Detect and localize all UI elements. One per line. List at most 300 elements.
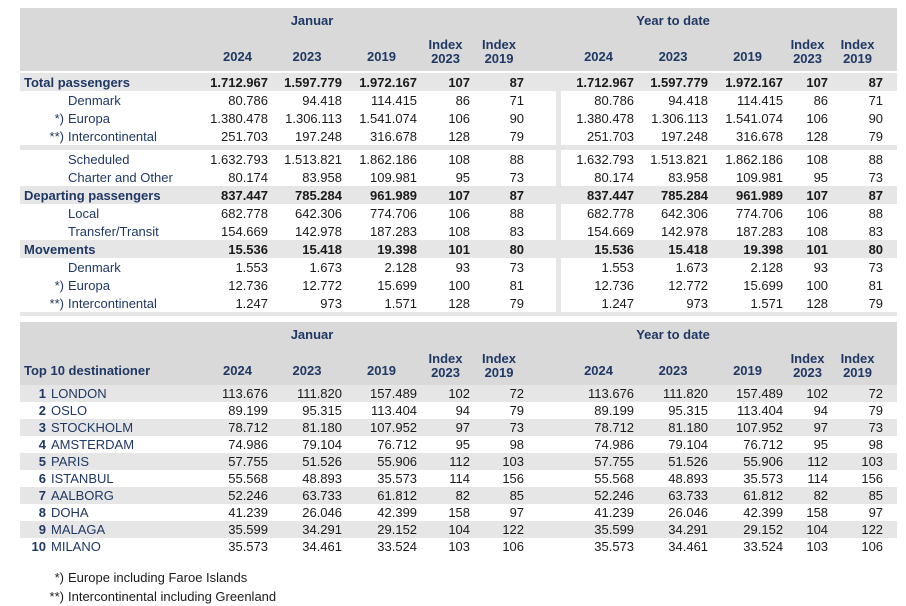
ytd-index-cell: 101 [785, 240, 830, 258]
jan-value-cell: 19.398 [344, 240, 419, 258]
jan-value-cell: 1.553 [205, 258, 270, 276]
footnote-mark: *) [54, 570, 64, 585]
ytd-index-cell: 97 [830, 504, 885, 521]
row-label-cell [20, 204, 205, 222]
jan-value-cell: 80.786 [205, 91, 270, 109]
table-bottom-strip [20, 312, 897, 316]
ytd-index-cell: 122 [830, 521, 885, 538]
table-row [20, 258, 897, 276]
ytd-value-cell: 107.952 [710, 419, 785, 436]
ytd-index-cell: 88 [830, 204, 885, 222]
jan-value-cell: 682.778 [205, 204, 270, 222]
ytd-index-cell: 112 [785, 453, 830, 470]
ytd-value-cell: 78.712 [561, 419, 636, 436]
jan-value-cell: 1.972.167 [344, 73, 419, 91]
row-label-cell [20, 109, 205, 127]
row-label: Intercontinental [68, 128, 157, 144]
row-label-cell [20, 91, 205, 109]
ytd-value-cell: 109.981 [710, 168, 785, 186]
group-pad-cell [526, 521, 556, 538]
destination-name: AMSTERDAM [51, 437, 135, 452]
footnote-mark: *) [54, 277, 64, 293]
group-pad-cell [526, 240, 556, 258]
destination-row [20, 538, 897, 555]
ytd-year-2024-header: 2024 [561, 346, 636, 385]
jan-index-cell: 108 [419, 150, 472, 168]
destination-label-cell [20, 402, 205, 419]
ytd-value-cell: 55.906 [710, 453, 785, 470]
destination-row [20, 521, 897, 538]
destination-name: OSLO [51, 403, 88, 418]
ytd-value-cell: 42.399 [710, 504, 785, 521]
jan-index-cell: 106 [419, 204, 472, 222]
jan-index-cell: 95 [419, 436, 472, 453]
row-pad-cell [885, 453, 897, 470]
jan-value-cell: 94.418 [270, 91, 344, 109]
index-year: 2019 [843, 51, 872, 66]
row-label-cell [20, 240, 205, 258]
jan-value-cell: 48.893 [270, 470, 344, 487]
jan-index-cell: 94 [419, 402, 472, 419]
jan-index-cell: 79 [472, 402, 526, 419]
footnote-text: Europe including Faroe Islands [68, 570, 248, 585]
row-pad-cell [885, 276, 897, 294]
ytd-value-cell: 63.733 [636, 487, 710, 504]
ytd-index-cell: 83 [830, 222, 885, 240]
group-pad-cell [526, 91, 556, 109]
ytd-year-2019-header: 2019 [710, 32, 785, 71]
index-word: Index [840, 37, 875, 52]
ytd-value-cell: 52.246 [561, 487, 636, 504]
ytd-index-cell: 95 [785, 168, 830, 186]
ytd-value-cell: 114.415 [710, 91, 785, 109]
jan-value-cell: 1.597.779 [270, 73, 344, 91]
row-pad-cell [885, 186, 897, 204]
ytd-value-cell: 1.541.074 [710, 109, 785, 127]
ytd-index-cell: 106 [830, 538, 885, 555]
group-pad-cell [526, 402, 556, 419]
top10-header-periods [20, 322, 897, 346]
ytd-index-cell: 103 [830, 453, 885, 470]
jan-index-cell: 71 [472, 91, 526, 109]
jan-value-cell: 642.306 [270, 204, 344, 222]
jan-index-cell: 87 [472, 186, 526, 204]
ytd-value-cell: 48.893 [636, 470, 710, 487]
index-year: 2019 [484, 365, 514, 380]
jan-index-cell: 114 [419, 470, 472, 487]
ytd-value-cell: 80.174 [561, 168, 636, 186]
destination-name: MALAGA [51, 522, 106, 537]
row-label: Departing passengers [24, 187, 161, 203]
ytd-value-cell: 973 [636, 294, 710, 312]
index-year: 2023 [793, 365, 822, 380]
destination-name: LONDON [51, 386, 107, 401]
ytd-value-cell: 1.632.793 [561, 150, 636, 168]
jan-value-cell: 80.174 [205, 168, 270, 186]
ytd-value-cell: 1.306.113 [636, 109, 710, 127]
row-label: Transfer/Transit [68, 223, 159, 239]
ytd-value-cell: 33.524 [710, 538, 785, 555]
ytd-value-cell: 157.489 [710, 385, 785, 402]
header-pad [885, 322, 897, 385]
header-pad [526, 8, 556, 71]
year-2024-header: 2024 [205, 32, 270, 71]
group-pad-cell [526, 150, 556, 168]
jan-index-cell: 73 [472, 419, 526, 436]
ytd-value-cell: 29.152 [710, 521, 785, 538]
jan-value-cell: 41.239 [205, 504, 270, 521]
group-pad-cell [526, 186, 556, 204]
top10-table [20, 322, 897, 555]
destination-name: MILANO [51, 539, 101, 554]
destination-name: STOCKHOLM [51, 420, 134, 435]
jan-value-cell: 55.568 [205, 470, 270, 487]
group-pad-cell [526, 222, 556, 240]
group-pad-cell [526, 294, 556, 312]
ytd-value-cell: 1.247 [561, 294, 636, 312]
ytd-value-cell: 774.706 [710, 204, 785, 222]
ytd-year-2023-header: 2023 [636, 32, 710, 71]
ytd-value-cell: 83.958 [636, 168, 710, 186]
row-label-cell [20, 186, 205, 204]
jan-index-cell: 79 [472, 294, 526, 312]
jan-index-cell: 128 [419, 294, 472, 312]
ytd-value-cell: 41.239 [561, 504, 636, 521]
destination-label-cell [20, 436, 205, 453]
group-pad-cell [526, 453, 556, 470]
ytd-value-cell: 15.699 [710, 276, 785, 294]
ytd-value-cell: 57.755 [561, 453, 636, 470]
index-2023-header [419, 322, 472, 385]
jan-value-cell: 1.306.113 [270, 109, 344, 127]
table-row [20, 240, 897, 258]
jan-value-cell: 35.573 [205, 538, 270, 555]
ytd-value-cell: 34.461 [636, 538, 710, 555]
ytd-value-cell: 79.104 [636, 436, 710, 453]
jan-index-cell: 73 [472, 168, 526, 186]
table-row [20, 150, 897, 168]
ytd-index-2019-header [830, 8, 885, 71]
row-pad-cell [885, 240, 897, 258]
table-bottom-strip-cell [20, 312, 897, 316]
ytd-year-2024-header: 2024 [561, 32, 636, 71]
ytd-value-cell: 1.972.167 [710, 73, 785, 91]
year-2019-header: 2019 [344, 32, 419, 71]
row-label: Europa [68, 110, 110, 126]
destination-rank: 9 [38, 522, 46, 537]
jan-value-cell: 61.812 [344, 487, 419, 504]
ytd-value-cell: 35.573 [561, 538, 636, 555]
ytd-year-2019-header: 2019 [710, 346, 785, 385]
jan-index-cell: 103 [472, 453, 526, 470]
index-2023-header [419, 8, 472, 71]
ytd-index-cell: 93 [785, 258, 830, 276]
row-pad-cell [885, 294, 897, 312]
group-pad-cell [526, 109, 556, 127]
jan-value-cell: 15.418 [270, 240, 344, 258]
jan-value-cell: 51.526 [270, 453, 344, 470]
jan-value-cell: 83.958 [270, 168, 344, 186]
row-pad-cell [885, 73, 897, 91]
destination-row [20, 504, 897, 521]
ytd-index-cell: 85 [830, 487, 885, 504]
index-word: Index [790, 37, 825, 52]
destination-label-cell [20, 487, 205, 504]
footnote-greenland [20, 587, 906, 606]
period-januar-label: Januar [205, 322, 419, 346]
ytd-value-cell: 154.669 [561, 222, 636, 240]
ytd-value-cell: 642.306 [636, 204, 710, 222]
jan-value-cell: 316.678 [344, 127, 419, 145]
destination-rank: 10 [31, 539, 46, 554]
jan-value-cell: 111.820 [270, 385, 344, 402]
jan-value-cell: 63.733 [270, 487, 344, 504]
ytd-index-cell: 87 [830, 73, 885, 91]
destination-label-cell [20, 453, 205, 470]
jan-index-cell: 107 [419, 73, 472, 91]
ytd-value-cell: 76.712 [710, 436, 785, 453]
jan-index-cell: 97 [419, 419, 472, 436]
row-label: Intercontinental [68, 295, 157, 311]
group-pad-cell [526, 385, 556, 402]
row-label-cell [20, 222, 205, 240]
jan-value-cell: 95.315 [270, 402, 344, 419]
ytd-value-cell: 35.599 [561, 521, 636, 538]
jan-value-cell: 81.180 [270, 419, 344, 436]
destination-label-cell [20, 504, 205, 521]
destination-row [20, 402, 897, 419]
row-label: Charter and Other [68, 169, 173, 185]
jan-value-cell: 1.247 [205, 294, 270, 312]
jan-value-cell: 774.706 [344, 204, 419, 222]
header-corner [20, 322, 205, 346]
ytd-value-cell: 113.676 [561, 385, 636, 402]
jan-index-cell: 85 [472, 487, 526, 504]
jan-value-cell: 79.104 [270, 436, 344, 453]
ytd-value-cell: 961.989 [710, 186, 785, 204]
table-row [20, 186, 897, 204]
ytd-index-cell: 114 [785, 470, 830, 487]
jan-value-cell: 12.736 [205, 276, 270, 294]
jan-index-cell: 88 [472, 150, 526, 168]
row-pad-cell [885, 222, 897, 240]
row-label-cell [20, 294, 205, 312]
destination-rank: 2 [38, 403, 46, 418]
jan-value-cell: 109.981 [344, 168, 419, 186]
jan-value-cell: 154.669 [205, 222, 270, 240]
index-year: 2023 [793, 51, 822, 66]
jan-index-cell: 82 [419, 487, 472, 504]
index-word: Index [482, 351, 517, 366]
row-pad-cell [885, 402, 897, 419]
group-pad-cell [526, 276, 556, 294]
ytd-index-cell: 158 [785, 504, 830, 521]
index-word: Index [840, 351, 875, 366]
jan-value-cell: 76.712 [344, 436, 419, 453]
jan-index-cell: 112 [419, 453, 472, 470]
ytd-value-cell: 12.736 [561, 276, 636, 294]
destination-rank: 4 [38, 437, 46, 452]
jan-index-cell: 97 [472, 504, 526, 521]
row-pad-cell [885, 91, 897, 109]
row-pad-cell [885, 168, 897, 186]
row-pad-cell [885, 487, 897, 504]
destination-label-cell [20, 538, 205, 555]
traffic-table [20, 8, 897, 316]
ytd-index-cell: 79 [830, 127, 885, 145]
ytd-value-cell: 80.786 [561, 91, 636, 109]
jan-value-cell: 113.676 [205, 385, 270, 402]
jan-index-cell: 80 [472, 240, 526, 258]
row-pad-cell [885, 150, 897, 168]
group-pad-cell [526, 204, 556, 222]
destination-label-cell [20, 385, 205, 402]
ytd-index-cell: 97 [785, 419, 830, 436]
ytd-index-cell: 98 [830, 436, 885, 453]
ytd-value-cell: 142.978 [636, 222, 710, 240]
jan-value-cell: 1.673 [270, 258, 344, 276]
row-pad-cell [885, 127, 897, 145]
ytd-year-2023-header: 2023 [636, 346, 710, 385]
ytd-index-cell: 87 [830, 186, 885, 204]
ytd-index-cell: 107 [785, 73, 830, 91]
header-pad [885, 8, 897, 71]
jan-index-cell: 122 [472, 521, 526, 538]
destination-row [20, 470, 897, 487]
group-pad-cell [526, 436, 556, 453]
destination-rank: 3 [38, 420, 46, 435]
ytd-index-cell: 73 [830, 168, 885, 186]
ytd-index-cell: 73 [830, 258, 885, 276]
ytd-index-cell: 82 [785, 487, 830, 504]
period-januar-label: Januar [205, 8, 419, 32]
index-year: 2023 [431, 51, 460, 66]
ytd-value-cell: 15.418 [636, 240, 710, 258]
row-label: Denmark [68, 259, 121, 275]
jan-index-cell: 87 [472, 73, 526, 91]
ytd-value-cell: 51.526 [636, 453, 710, 470]
index-2019-header [472, 8, 526, 71]
ytd-value-cell: 2.128 [710, 258, 785, 276]
group-pad-cell [526, 504, 556, 521]
jan-value-cell: 78.712 [205, 419, 270, 436]
jan-index-cell: 95 [419, 168, 472, 186]
ytd-index-2019-header [830, 322, 885, 385]
footnote-mark: **) [49, 128, 64, 144]
group-pad-cell [526, 487, 556, 504]
ytd-value-cell: 1.673 [636, 258, 710, 276]
jan-value-cell: 973 [270, 294, 344, 312]
table-row [20, 91, 897, 109]
header-pad [526, 322, 556, 385]
index-year: 2019 [484, 51, 514, 66]
ytd-index-cell: 100 [785, 276, 830, 294]
ytd-value-cell: 1.553 [561, 258, 636, 276]
ytd-value-cell: 1.597.779 [636, 73, 710, 91]
ytd-index-cell: 95 [785, 436, 830, 453]
destination-name: ISTANBUL [51, 471, 114, 486]
jan-value-cell: 785.284 [270, 186, 344, 204]
ytd-value-cell: 197.248 [636, 127, 710, 145]
index-word: Index [428, 37, 463, 52]
destination-row [20, 385, 897, 402]
destination-rank: 6 [38, 471, 46, 486]
ytd-index-2023-header [785, 322, 830, 385]
group-pad-cell [526, 127, 556, 145]
footnote-mark: **) [49, 295, 64, 311]
destination-label-cell [20, 470, 205, 487]
jan-value-cell: 1.712.967 [205, 73, 270, 91]
row-pad-cell [885, 436, 897, 453]
jan-value-cell: 142.978 [270, 222, 344, 240]
row-label-cell [20, 127, 205, 145]
jan-value-cell: 107.952 [344, 419, 419, 436]
ytd-index-2023-header [785, 8, 830, 71]
jan-index-cell: 106 [472, 538, 526, 555]
jan-value-cell: 57.755 [205, 453, 270, 470]
group-pad-cell [526, 538, 556, 555]
jan-index-cell: 73 [472, 258, 526, 276]
table-row [20, 168, 897, 186]
index-2019-header [472, 322, 526, 385]
row-label: Scheduled [68, 151, 130, 167]
ytd-index-cell: 81 [830, 276, 885, 294]
jan-index-cell: 81 [472, 276, 526, 294]
period-ytd-label: Year to date [561, 322, 785, 346]
jan-index-cell: 86 [419, 91, 472, 109]
footnote-europe [20, 568, 906, 587]
ytd-value-cell: 61.812 [710, 487, 785, 504]
jan-value-cell: 961.989 [344, 186, 419, 204]
group-pad-cell [526, 258, 556, 276]
destination-name: AALBORG [51, 488, 114, 503]
period-ytd-label: Year to date [561, 8, 785, 32]
destination-row [20, 436, 897, 453]
group-pad-cell [526, 168, 556, 186]
row-label-cell [20, 276, 205, 294]
row-pad-cell [885, 470, 897, 487]
jan-index-cell: 104 [419, 521, 472, 538]
ytd-index-cell: 128 [785, 294, 830, 312]
destination-row [20, 419, 897, 436]
traffic-table-header-periods [20, 8, 897, 32]
ytd-value-cell: 95.315 [636, 402, 710, 419]
row-label: Movements [24, 241, 96, 257]
ytd-index-cell: 108 [785, 150, 830, 168]
ytd-value-cell: 682.778 [561, 204, 636, 222]
row-pad-cell [885, 504, 897, 521]
jan-value-cell: 187.283 [344, 222, 419, 240]
year-2019-header: 2019 [344, 346, 419, 385]
index-year: 2019 [843, 365, 872, 380]
year-2024-header: 2024 [205, 346, 270, 385]
ytd-index-cell: 106 [785, 109, 830, 127]
footnotes [20, 568, 906, 606]
row-pad-cell [885, 419, 897, 436]
table-row [20, 127, 897, 145]
table-row [20, 73, 897, 91]
destination-name: PARIS [51, 454, 90, 469]
jan-value-cell: 157.489 [344, 385, 419, 402]
jan-value-cell: 89.199 [205, 402, 270, 419]
footnote-mark: *) [54, 110, 64, 126]
jan-index-cell: 156 [472, 470, 526, 487]
jan-value-cell: 1.862.186 [344, 150, 419, 168]
row-pad-cell [885, 385, 897, 402]
ytd-value-cell: 251.703 [561, 127, 636, 145]
destination-rank: 5 [38, 454, 46, 469]
jan-index-cell: 100 [419, 276, 472, 294]
